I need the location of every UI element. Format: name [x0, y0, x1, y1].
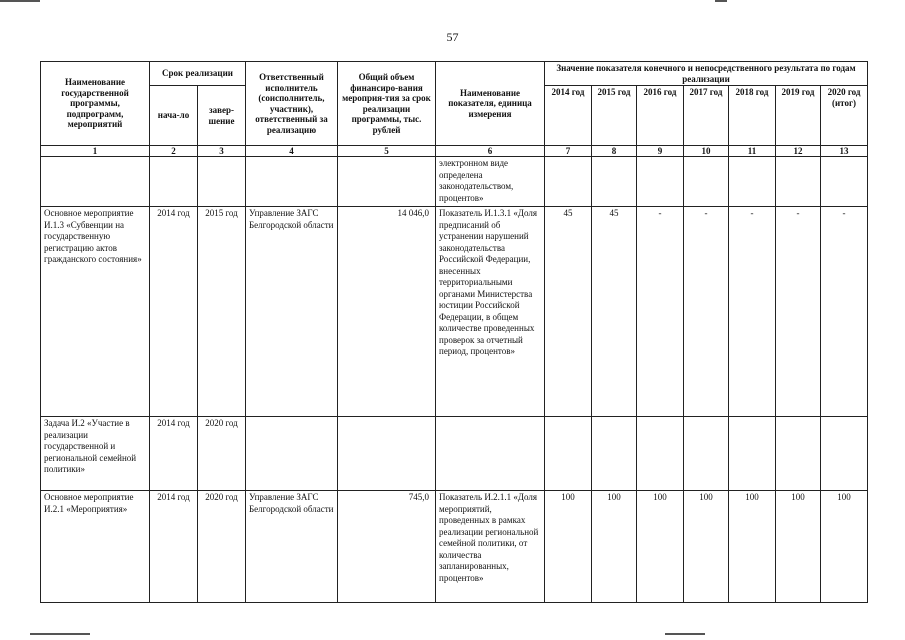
column-number: 8: [592, 146, 637, 157]
row-value: -: [729, 207, 776, 417]
row-value: 100: [729, 491, 776, 603]
row-value: 45: [545, 207, 592, 417]
header-year: 2020 год (итог): [821, 86, 868, 146]
header-indicator: Наименование показателя, единица измерения: [436, 62, 545, 146]
row-value: 100: [684, 491, 729, 603]
row-name: Основное мероприятие И.1.3 «Субвенции на государственную регистрацию актов гражданского состояния»: [41, 207, 150, 417]
row-responsible: [246, 157, 338, 207]
row-start: [150, 157, 198, 207]
table-row: [41, 207, 868, 417]
header-start: нача-ло: [150, 86, 198, 146]
row-value: [592, 417, 637, 491]
row-indicator: Показатель И.2.1.1 «Доля мероприятий, проведенных в рамках реализации региональной семейной политики, от количества запланированных, процентов»: [436, 491, 545, 603]
row-funding: [338, 157, 436, 207]
column-number: 5: [338, 146, 436, 157]
column-number: 4: [246, 146, 338, 157]
row-value: [776, 157, 821, 207]
scan-artifact-line: [715, 0, 727, 2]
column-number-row: [41, 146, 868, 157]
row-end: [198, 157, 246, 207]
header-values-group: Значение показателя конечного и непосредственного результата по годам реализации: [545, 62, 868, 86]
row-value: 100: [592, 491, 637, 603]
column-number: 6: [436, 146, 545, 157]
row-name: [41, 157, 150, 207]
column-number: 10: [684, 146, 729, 157]
row-funding: 14 046,0: [338, 207, 436, 417]
header-year: 2018 год: [729, 86, 776, 146]
header-name: Наименование государственной программы, подпрограмм, мероприятий: [41, 62, 150, 146]
row-responsible: Управление ЗАГС Белгородской области: [246, 491, 338, 603]
column-number: 13: [821, 146, 868, 157]
row-end: 2020 год: [198, 417, 246, 491]
row-name: Основное мероприятие И.2.1 «Мероприятия»: [41, 491, 150, 603]
table-row: [41, 491, 868, 603]
row-end: 2015 год: [198, 207, 246, 417]
row-value: -: [821, 207, 868, 417]
row-value: 100: [776, 491, 821, 603]
row-value: [684, 157, 729, 207]
column-number: 3: [198, 146, 246, 157]
row-start: 2014 год: [150, 417, 198, 491]
row-value: [545, 417, 592, 491]
table-row: [41, 417, 868, 491]
row-value: [592, 157, 637, 207]
header-year: 2017 год: [684, 86, 729, 146]
row-value: -: [684, 207, 729, 417]
row-value: [821, 157, 868, 207]
column-number: 1: [41, 146, 150, 157]
program-table: [40, 61, 868, 603]
header-year: 2015 год: [592, 86, 637, 146]
row-value: [545, 157, 592, 207]
header-term: Срок реализации: [150, 62, 246, 86]
row-responsible: Управление ЗАГС Белгородской области: [246, 207, 338, 417]
row-value: 45: [592, 207, 637, 417]
table-row: [41, 157, 868, 207]
row-funding: [338, 417, 436, 491]
row-indicator: Показатель И.1.3.1 «Доля предписаний об устранении нарушений законодательства Российской Федерации, внесенных территориальными органами Министерства юстиции Российской Федерации, в общем количестве проведенных проверок за отчетный период, процентов»: [436, 207, 545, 417]
column-number: 7: [545, 146, 592, 157]
row-value: [637, 157, 684, 207]
row-value: 100: [545, 491, 592, 603]
row-indicator: [436, 417, 545, 491]
row-value: 100: [821, 491, 868, 603]
row-value: [637, 417, 684, 491]
row-value: [684, 417, 729, 491]
row-value: [776, 417, 821, 491]
row-end: 2020 год: [198, 491, 246, 603]
scan-artifact-line: [0, 0, 40, 2]
header-end: завер-шение: [198, 86, 246, 146]
row-value: -: [637, 207, 684, 417]
header-responsible: Ответственный исполнитель (соисполнитель, участник), ответственный за реализацию: [246, 62, 338, 146]
header-year: 2016 год: [637, 86, 684, 146]
row-funding: 745,0: [338, 491, 436, 603]
scan-artifact-line: [665, 633, 705, 635]
row-start: 2014 год: [150, 491, 198, 603]
header-year: 2014 год: [545, 86, 592, 146]
row-value: 100: [637, 491, 684, 603]
column-number: 2: [150, 146, 198, 157]
row-value: [821, 417, 868, 491]
scan-artifact-line: [30, 633, 90, 635]
column-number: 11: [729, 146, 776, 157]
row-indicator: электронном виде определена законодательством, процентов»: [436, 157, 545, 207]
header-funding: Общий объем финансиро-вания мероприя-тия за срок реализации программы, тыс. рублей: [338, 62, 436, 146]
row-value: -: [776, 207, 821, 417]
header-year: 2019 год: [776, 86, 821, 146]
page-number: 57: [446, 30, 459, 44]
row-value: [729, 417, 776, 491]
row-start: 2014 год: [150, 207, 198, 417]
row-value: [729, 157, 776, 207]
row-responsible: [246, 417, 338, 491]
column-number: 12: [776, 146, 821, 157]
row-name: Задача И.2 «Участие в реализации государственной и региональной семейной политики»: [41, 417, 150, 491]
column-number: 9: [637, 146, 684, 157]
